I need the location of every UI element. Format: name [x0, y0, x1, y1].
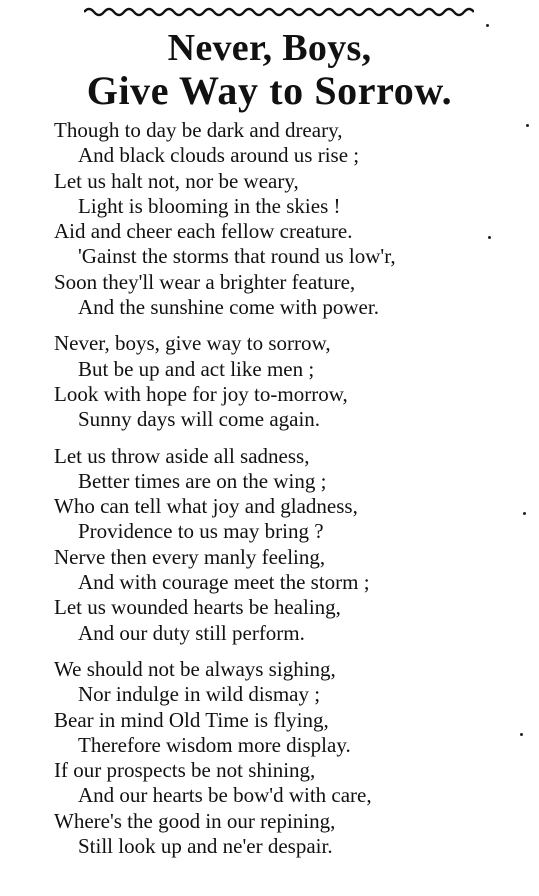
verse-line: Look with hope for joy to-morrow, — [54, 381, 348, 406]
verse-line: And with courage meet the storm ; — [78, 570, 370, 595]
verse-line: Providence to us may bring ? — [78, 519, 324, 544]
verse-line: Let us halt not, nor be weary, — [54, 168, 299, 193]
verse-line: Let us throw aside all sadness, — [54, 443, 310, 468]
stanza-2 — [54, 331, 534, 432]
verse-line: Let us wounded hearts be healing, — [54, 595, 341, 620]
verse-line: Better times are on the wing ; — [78, 468, 327, 493]
verse-line: And black clouds around us rise ; — [78, 143, 360, 168]
verse-line: Light is blooming in the skies ! — [78, 193, 341, 218]
verse-line: Aid and cheer each fellow creature. — [54, 219, 353, 244]
verse-line: We should not be always sighing, — [54, 656, 336, 681]
verse-line: Never, boys, give way to sorrow, — [54, 331, 331, 356]
verse-line: Nor indulge in wild dismay ; — [78, 682, 321, 707]
print-speck — [520, 733, 523, 736]
verse-line: Who can tell what joy and gladness, — [54, 494, 358, 519]
print-speck — [486, 24, 489, 27]
verse-line: And our hearts be bow'd with care, — [78, 783, 372, 808]
poem-body — [54, 118, 534, 870]
verse-line: Sunny days will come again. — [78, 407, 321, 432]
print-speck — [526, 124, 529, 127]
verse-line: Soon they'll wear a brighter feature, — [54, 269, 356, 294]
verse-line: Nerve then every manly feeling, — [54, 544, 326, 569]
verse-line: If our prospects be not shining, — [54, 758, 316, 783]
verse-line: Though to day be dark and dreary, — [54, 118, 343, 142]
stanza-3 — [54, 444, 534, 646]
verse-line: Bear in mind Old Time is flying, — [54, 707, 329, 732]
verse-line: Therefore wisdom more display. — [78, 732, 351, 757]
verse-line: But be up and act like men ; — [78, 356, 315, 381]
ornamental-wavy-rule — [84, 4, 474, 18]
stanza-4 — [54, 657, 534, 859]
poem-title-line-1: Never, Boys, — [167, 27, 372, 69]
verse-line: And the sunshine come with power. — [78, 295, 379, 320]
verse-line: And our duty still perform. — [78, 620, 305, 645]
poem-title-line-2: Give Way to Sorrow. — [86, 68, 453, 113]
print-speck — [488, 236, 491, 239]
verse-line: 'Gainst the storms that round us low'r, — [78, 244, 396, 269]
stanza-1 — [54, 118, 534, 320]
print-speck — [523, 512, 526, 515]
verse-line: Still look up and ne'er despair. — [78, 834, 333, 859]
verse-line: Where's the good in our repining, — [54, 808, 336, 833]
